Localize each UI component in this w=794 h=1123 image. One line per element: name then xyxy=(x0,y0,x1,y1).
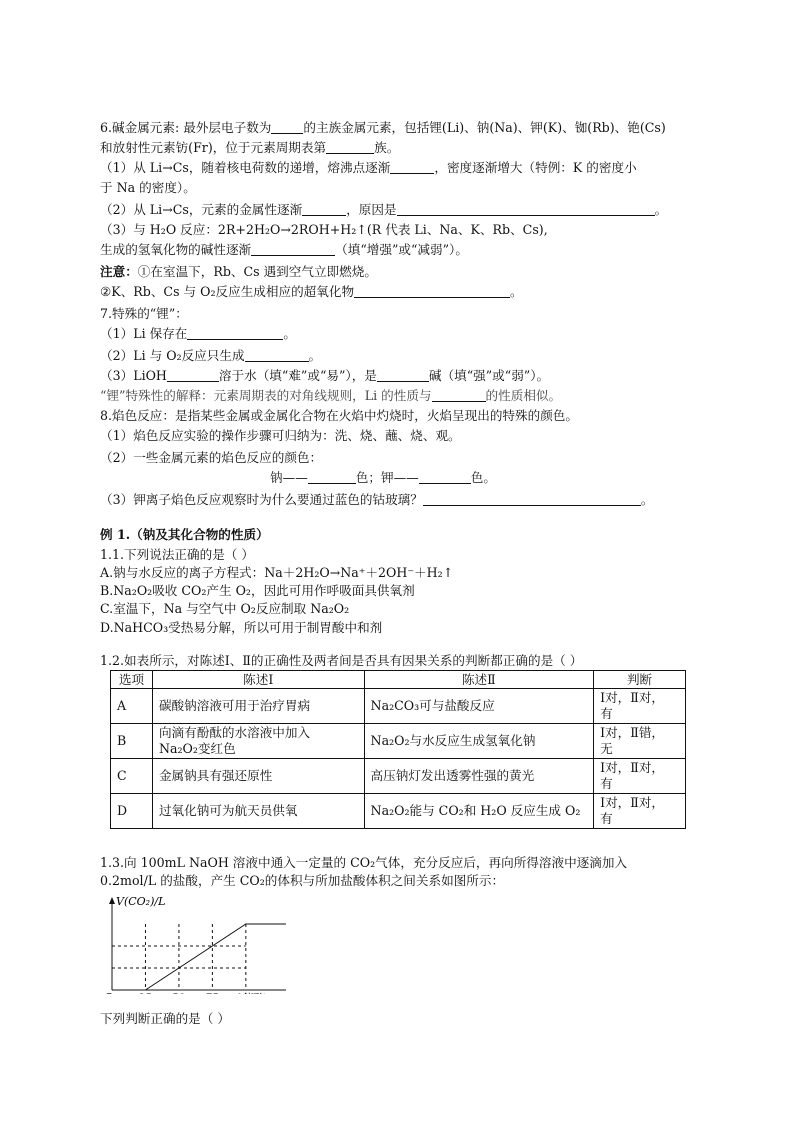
blank[interactable] xyxy=(251,242,335,256)
origin-label xyxy=(104,991,113,994)
table-row xyxy=(111,724,686,759)
x-tick-label xyxy=(236,992,256,994)
blank[interactable] xyxy=(187,326,283,340)
chart-grid xyxy=(112,924,246,990)
cell-statement-1: 向滴有酚酞的水溶液中加入 Na₂O₂变红色 xyxy=(152,724,364,759)
option-c: C.室温下，Na 与空气中 O₂反应制取 Na₂O₂ xyxy=(100,601,350,616)
blank[interactable] xyxy=(377,368,429,382)
cell-judgement: Ⅰ对，Ⅱ错， 无 xyxy=(594,724,686,759)
line-note-1: 注意：①在室温下，Rb、Cs 遇到空气立即燃烧。 xyxy=(100,264,377,279)
line-8-1: （1）焰色反应实验的操作步骤可归纳为：洗、烧、蘸、烧、观。 xyxy=(100,428,461,443)
line-8-3: （3）钾离子焰色反应观察时为什么要通过蓝色的钴玻璃？ 。 xyxy=(100,492,654,507)
co2-chart xyxy=(100,894,320,997)
line-8-2: （2）一些金属元素的焰色反应的颜色： xyxy=(100,450,323,465)
option-d: D.NaHCO₃受热易分解，所以可用于制胃酸中和剂 xyxy=(100,620,383,635)
line-6-2: （2）从 Li→Cs，元素的金属性逐渐 ，原因是 。 xyxy=(100,202,668,217)
y-axis-arrow xyxy=(109,897,115,904)
cell-judgement: Ⅰ对，Ⅱ对， 有 xyxy=(594,794,686,829)
line-7: 7.特殊的“锂”： xyxy=(100,306,188,321)
line-7-4: “锂”特殊性的解释：元素周期表的对角线规则，Li 的性质与 的性质相似。 xyxy=(100,388,562,403)
cell-option: A xyxy=(111,689,153,724)
table-header-row xyxy=(111,671,686,689)
line-8: 8.焰色反应：是指某些金属或金属化合物在火焰中灼烧时，火焰呈现出的特殊的颜色。 xyxy=(100,408,578,423)
blank[interactable] xyxy=(245,348,309,362)
comparison-table xyxy=(110,670,686,829)
header-option: 选项 xyxy=(111,671,153,689)
line-6b: 和放射性元素钫(Fr)，位于元素周期表第 族。 xyxy=(100,140,400,155)
blank[interactable] xyxy=(271,120,303,134)
question-1-1: 1.1.下列说法正确的是（ ） xyxy=(100,547,254,562)
line-note-2: ②K、Rb、Cs 与 O₂反应生成相应的超氧化物 。 xyxy=(100,284,523,299)
cell-statement-2: 高压钠灯发出透雾性强的黄光 xyxy=(364,759,594,794)
example-1-heading: 例 1.（钠及其化合物的性质） xyxy=(100,527,269,542)
question-1-3a: 1.3.向 100mL NaOH 溶液中通入一定量的 CO₂气体，充分反应后，再向所得溶液中逐滴加入 xyxy=(100,855,628,870)
cell-judgement: Ⅰ对，Ⅱ对， 有 xyxy=(594,689,686,724)
cell-statement-2: Na₂CO₃可与盐酸反应 xyxy=(364,689,594,724)
question-1-3b: 0.2mol/L 的盐酸，产生 CO₂的体积与所加盐酸体积之间关系如图所示： xyxy=(100,873,505,888)
header-statement-2: 陈述Ⅱ xyxy=(364,671,594,689)
blank[interactable] xyxy=(308,470,356,484)
line-6-1a: （1）从 Li→Cs，随着核电荷数的递增，熔沸点逐渐 ，密度逐渐增大（特例：K 的密度小 xyxy=(100,160,637,175)
option-a: A.钠与水反应的离子方程式：Na＋2H₂O→Na⁺＋2OH⁻＋H₂↑ xyxy=(100,565,454,580)
option-b: B.Na₂O₂吸收 CO₂产生 O₂，因此可用作呼吸面具供氧剂 xyxy=(100,583,415,598)
question-1-2: 1.2.如表所示，对陈述Ⅰ、Ⅱ的正确性及两者间是否具有因果关系的判断都正确的是（ ） xyxy=(100,653,583,668)
blank[interactable] xyxy=(390,160,434,174)
table-row xyxy=(111,794,686,829)
cell-option: C xyxy=(111,759,153,794)
chart-svg xyxy=(100,894,320,994)
table-row xyxy=(111,759,686,794)
chart-ticks xyxy=(139,992,256,994)
blank[interactable] xyxy=(423,492,641,506)
line-7-3: （3）LiOH 溶于水（填“难”或“易”），是 碱（填“强”或“弱”）。 xyxy=(100,368,550,383)
cell-statement-2: Na₂O₂与水反应生成氢氧化钠 xyxy=(364,724,594,759)
x-tick-label xyxy=(139,992,152,994)
cell-option: D xyxy=(111,794,153,829)
blank[interactable] xyxy=(397,202,655,216)
table-row xyxy=(111,689,686,724)
cell-statement-1: 过氧化钠可为航天员供氧 xyxy=(152,794,364,829)
blank[interactable] xyxy=(419,470,471,484)
blank[interactable] xyxy=(354,284,510,298)
question-1-3c: 下列判断正确的是（ ） xyxy=(100,1011,230,1026)
blank[interactable] xyxy=(302,202,346,216)
line-6a: 6.碱金属元素: 最外层电子数为 的主族金属元素，包括锂(Li)、钠(Na)、钾(K)、铷(Rb)、铯(Cs) xyxy=(100,120,666,135)
x-tick-label xyxy=(172,992,185,994)
line-6-1b: 于 Na 的密度）。 xyxy=(100,180,196,195)
cell-statement-1: 碳酸钠溶液可用于治疗胃病 xyxy=(152,689,364,724)
x-tick-label xyxy=(206,992,219,994)
header-judgement: 判断 xyxy=(594,671,686,689)
blank[interactable] xyxy=(432,388,486,402)
cell-statement-1: 金属钠具有强还原性 xyxy=(152,759,364,794)
series-line xyxy=(145,924,286,990)
line-8-flame: 钠—— 色；钾—— 色。 xyxy=(270,470,496,485)
cell-option: B xyxy=(111,724,153,759)
cell-statement-2: Na₂O₂能与 CO₂和 H₂O 反应生成 O₂ xyxy=(364,794,594,829)
y-axis-label: V(CO₂)/L xyxy=(116,895,166,908)
header-statement-1: 陈述Ⅰ xyxy=(152,671,364,689)
line-7-1: （1）Li 保存在 。 xyxy=(100,326,296,341)
cell-judgement: Ⅰ对，Ⅱ对， 有 xyxy=(594,759,686,794)
blank[interactable] xyxy=(167,368,219,382)
blank[interactable] xyxy=(326,140,374,154)
line-7-2: （2）Li 与 O₂反应只生成 。 xyxy=(100,348,322,363)
line-6-3a: （3）与 H₂O 反应：2R+2H₂O→2ROH+H₂↑(R 代表 Li、Na、K、Rb、Cs), xyxy=(100,222,548,237)
line-6-3b: 生成的氢氧化物的碱性逐渐 （填“增强”或“减弱”）。 xyxy=(100,242,468,257)
